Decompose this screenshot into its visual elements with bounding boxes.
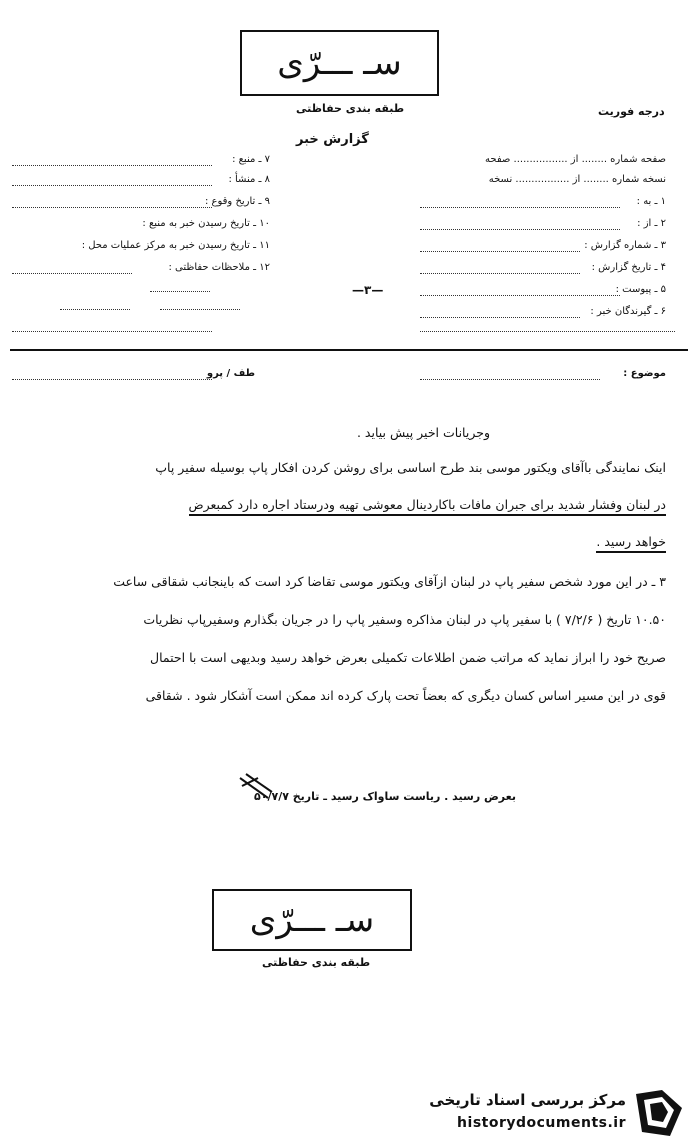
left-dotline-15 — [160, 308, 240, 310]
body-p1-l3-underlined: خواهد رسید . — [596, 534, 666, 553]
right-dotline-4 — [420, 228, 620, 230]
watermark-logo-icon — [632, 1088, 686, 1138]
body-p2-l2: ۱۰.۵۰ تاریخ ( ۷/۲/۶ ) با سفیر پاپ در لبنان مذاکره وسفیر پاپ را در جریان بگذارم وسفیرپاپ نظریات — [143, 612, 666, 627]
file-dotline — [12, 378, 212, 380]
bottom-classification-stamp — [212, 889, 412, 951]
form-title: گزارش خبر — [296, 132, 369, 147]
left-dotline-14 — [60, 308, 130, 310]
left-dotline-8 — [12, 184, 212, 186]
body-p2-l3: صریح خود را ابراز نماید که مراتب ضمن اطلاعات تکمیلی بعرض خواهد رسید وبدیهی است با احتمال — [150, 650, 666, 665]
right-field-6: ۴ ـ تاریخ گزارش : — [591, 262, 666, 273]
right-field-3: ۱ ـ به : — [636, 196, 666, 207]
left-dotline-16 — [12, 330, 212, 332]
left-field-9: ۹ ـ تاریخ وقوع : — [204, 196, 270, 207]
right-field-4: ۲ ـ از : — [637, 218, 666, 229]
stamp-text: سـ ـــرّی — [277, 43, 402, 83]
bottom-stamp-caption: طبقه بندی حفاظتی — [262, 956, 371, 969]
subject-label: موضوع : — [623, 368, 666, 379]
degree-label: درجه فوریت — [598, 105, 665, 118]
left-field-12: ۱۲ ـ ملاحظات حفاظتی : — [168, 262, 270, 273]
left-field-8: ۸ ـ منشأ : — [228, 174, 270, 185]
right-dotline-5 — [420, 250, 580, 252]
subject-dotline — [420, 378, 600, 380]
right-dotline-6 — [420, 272, 580, 274]
body-p2-l4: قوی در این مسیر اساس کسان دیگری که بعضاً تحت پارک کرده اند ممکن است آشکار شود . شقاقی — [145, 688, 666, 703]
right-field-8: ۶ ـ گیرندگان خبر : — [590, 306, 666, 317]
footer-note: بعرض رسید . ریاست ساواک رسید ـ تاریخ ۵۰/۷/۷ — [254, 790, 516, 803]
header-divider — [10, 349, 688, 351]
left-dotline-7 — [12, 164, 212, 166]
right-field-5: ۳ ـ شماره گزارش : — [584, 240, 666, 251]
right-dotline-3 — [420, 206, 620, 208]
right-field-2: نسخه شماره ........ از ................. نسخه — [488, 174, 666, 185]
left-field-11: ۱۱ ـ تاریخ رسیدن خبر به مرکز عملیات محل : — [81, 240, 270, 251]
body-p1-l2 — [189, 499, 666, 512]
left-field-10: ۱۰ ـ تاریخ رسیدن خبر به منبع : — [142, 218, 270, 229]
right-dotline-7 — [420, 294, 620, 296]
file-label: طف / پرو — [206, 368, 255, 379]
right-dotline-8 — [420, 316, 580, 318]
left-field-7: ۷ ـ منبع : — [232, 154, 270, 165]
left-dotline-12 — [12, 272, 132, 274]
left-dotline-13 — [150, 290, 210, 292]
body-p1-l2-underlined: در لبنان وفشار شدید برای جبران مافات باکاردینال معوشی تهیه ودرستاد اجاره دارد کمبعرض — [189, 497, 666, 516]
body-p1-l3 — [596, 536, 666, 549]
left-dotline-9 — [12, 206, 212, 208]
watermark-url: historydocuments.ir — [457, 1115, 626, 1131]
body-intro: وجریانات اخیر پیش بیاید . — [356, 425, 490, 440]
footer-signature-scribble — [238, 770, 278, 800]
body-p1-l1: اینک نمایندگی باآقای ویکتور موسی بند طرح اساسی برای روشن کردن افکار پاپ بوسیله سفیر پاپ — [155, 460, 666, 475]
right-field-1: صفحه شماره ........ از ................. صفحه — [485, 154, 666, 165]
top-stamp-caption: طبقه بندی حفاظتی — [296, 102, 405, 115]
watermark-name: مرکز بررسی اسناد تاریخی — [429, 1091, 626, 1109]
bottom-stamp-text: سـ ـــرّی — [249, 900, 375, 940]
right-field-7: ۵ ـ پیوست : — [615, 284, 666, 295]
top-classification-stamp — [240, 30, 439, 96]
right-dotline-9 — [420, 330, 675, 332]
body-p2-l1: ۳ ـ در این مورد شخص سفیر پاپ در لبنان ازآقای ویکتور موسی تقاضا کرد است که باینجانب شقاقی ساعت — [113, 574, 666, 589]
section-marker: —٣— — [352, 283, 384, 297]
